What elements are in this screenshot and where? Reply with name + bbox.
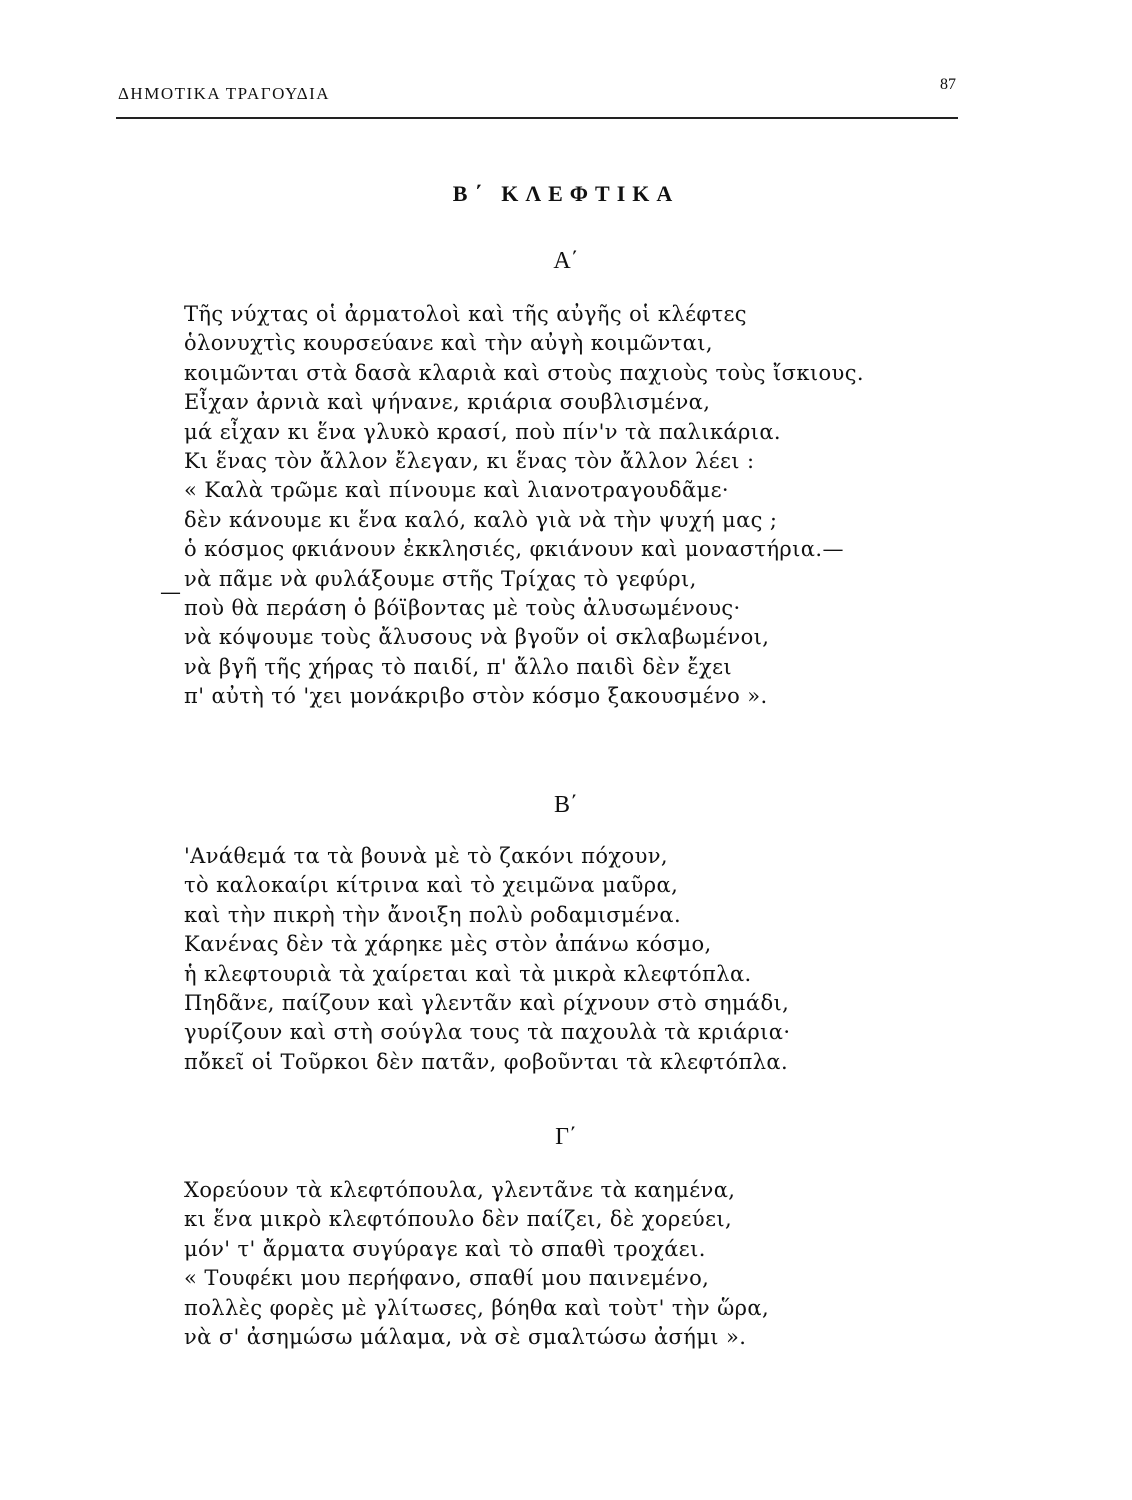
poem-line: γυρίζουν καὶ στὴ σούγλα τους τὰ παχουλὰ τὰ κριάρια· xyxy=(184,1020,791,1045)
poem-line: ὁ κόσμος φκιάνουν ἐκκλησιές, φκιάνουν καὶ μοναστήρια.— xyxy=(184,537,844,562)
poem-b xyxy=(184,842,944,1077)
poem-line: 'Ανάθεμά τα τὰ βουνὰ μὲ τὸ ζακόνι πόχουν, xyxy=(184,844,668,868)
poem-line: Κι ἕνας τὸν ἄλλον ἔλεγαν, κι ἕνας τὸν ἄλλον λέει : xyxy=(184,448,755,473)
poem-line: νὰ σ' ἀσημώσω μάλαμα, νὰ σὲ σμαλτώσω ἀσήμι ». xyxy=(184,1324,747,1349)
running-head: ΔΗΜΟΤΙΚΑ ΤΡΑΓΟΥΔΙΑ xyxy=(118,84,331,103)
poem-line: κι ἕνα μικρὸ κλεφτόπουλο δὲν παίζει, δὲ χορεύει, xyxy=(184,1207,733,1232)
poem-line: τὸ καλοκαίρι κίτρινα καὶ τὸ χειμῶνα μαῦρα, xyxy=(184,873,679,898)
poem-line: ποὺ θὰ περάση ὁ βόϊβοντας μὲ τοὺς ἀλυσωμένους· xyxy=(184,595,741,620)
page-number: 87 xyxy=(940,76,956,93)
poem-line: ὁλονυχτὶς κουρσεύανε καὶ τὴν αὐγὴ κοιμῶνται, xyxy=(184,331,713,356)
poem-line: « Καλὰ τρῶμε καὶ πίνουμε καὶ λιανοτραγουδᾶμε· xyxy=(184,478,729,503)
poem-c xyxy=(184,1176,944,1352)
poem-line: μόν' τ' ἄρματα συγύραγε καὶ τὸ σπαθὶ τροχάει. xyxy=(184,1236,706,1261)
poem-heading-b: Β΄ xyxy=(554,792,578,818)
poem-line: Χορεύουν τὰ κλεφτόπουλα, γλεντᾶνε τὰ καημένα, xyxy=(184,1178,736,1202)
poem-line: ἡ κλεφτουριὰ τὰ χαίρεται καὶ τὰ μικρὰ κλεφτόπλα. xyxy=(184,961,752,986)
poem-line: Τῆς νύχτας οἱ ἀρματολοὶ καὶ τῆς αὐγῆς οἱ κλέφτες xyxy=(184,302,747,326)
poem-heading-a: Α΄ xyxy=(553,248,579,274)
poem-line: κοιμῶνται στὰ δασὰ κλαριὰ καὶ στοὺς παχιοὺς τοὺς ἴσκιους. xyxy=(184,360,864,385)
poem-line: « Τουφέκι μου περήφανο, σπαθί μου παινεμένο, xyxy=(184,1266,710,1291)
poem-line: νὰ κόψουμε τοὺς ἄλυσους νὰ βγοῦν οἱ σκλαβωμένοι, xyxy=(184,625,770,650)
poem-line: πὄκεῖ οἱ Τοῦρκοι δὲν πατᾶν, φοβοῦνται τὰ κλεφτόπλα. xyxy=(184,1049,789,1074)
poem-line: Κανένας δὲν τὰ χάρηκε μὲς στὸν ἀπάνω κόσμο, xyxy=(184,932,712,957)
header-rule xyxy=(116,117,958,119)
poem-line: Πηδᾶνε, παίζουν καὶ γλεντᾶν καὶ ρίχνουν στὸ σημάδι, xyxy=(184,990,790,1015)
poem-line: δὲν κάνουμε κι ἕνα καλό, καλὸ γιὰ νὰ τὴν ψυχή μας ; xyxy=(184,507,778,532)
poem-line: νὰ βγῆ τῆς χήρας τὸ παιδί, π' ἄλλο παιδὶ δὲν ἔχει xyxy=(184,654,733,679)
poem-heading-c: Γ΄ xyxy=(555,1124,577,1150)
poem-line: μά εἶχαν κι ἕνα γλυκὸ κρασί, ποὺ πίν'ν τὰ παλικάρια. xyxy=(184,419,781,444)
section-title: Β΄ ΚΛΕΦΤΙΚΑ xyxy=(452,181,680,206)
poem-line: καὶ τὴν πικρὴ τὴν ἄνοιξη πολὺ ροδαμισμένα. xyxy=(184,902,682,927)
poem-a xyxy=(184,300,944,711)
poem-line: πολλὲς φορὲς μὲ γλίτωσες, βόηθα καὶ τοὺτ' τὴν ὥρα, xyxy=(184,1295,770,1320)
poem-line: Εἶχαν ἀρνιὰ καὶ ψήνανε, κριάρια σουβλισμένα, xyxy=(184,390,711,415)
poem-line: νὰ πᾶμε νὰ φυλάξουμε στῆς Τρίχας τὸ γεφύρι, xyxy=(184,566,697,591)
margin-dash: — xyxy=(160,580,181,604)
poem-line: π' αὐτὴ τό 'χει μονάκριβο στὸν κόσμο ξακουσμένο ». xyxy=(184,684,768,709)
